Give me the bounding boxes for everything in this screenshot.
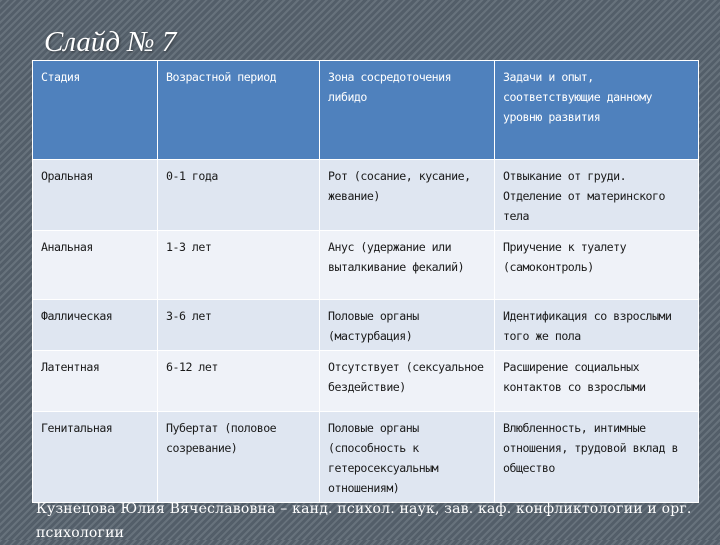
cell-tasks: Приучение к туалету (самоконтроль) <box>495 231 699 300</box>
table-row <box>33 231 699 300</box>
cell-stage: Генитальная <box>33 412 158 503</box>
table-header-row <box>33 61 699 160</box>
cell-tasks: Влюбленность, интимные отношения, трудовой вклад в общество <box>495 412 699 503</box>
cell-zone: Половые органы (способность к гетеросексуальным отношениям) <box>320 412 495 503</box>
cell-age: 3-6 лет <box>158 300 320 351</box>
cell-zone: Рот (сосание, кусание, жевание) <box>320 160 495 231</box>
cell-stage: Латентная <box>33 351 158 412</box>
slide-title: Слайд № 7 <box>44 26 177 58</box>
cell-zone: Отсутствует (сексуальное бездействие) <box>320 351 495 412</box>
table-row <box>33 300 699 351</box>
cell-tasks: Отвыкание от груди. Отделение от материнского тела <box>495 160 699 231</box>
table-row <box>33 160 699 231</box>
cell-tasks: Расширение социальных контактов со взрослыми <box>495 351 699 412</box>
cell-age: 0-1 года <box>158 160 320 231</box>
cell-age: 1-3 лет <box>158 231 320 300</box>
cell-zone: Половые органы (мастурбация) <box>320 300 495 351</box>
header-tasks-experience: Задачи и опыт, соответствующие данному уровню развития <box>495 61 699 160</box>
header-libido-zone: Зона сосредоточения либидо <box>320 61 495 160</box>
cell-stage: Фаллическая <box>33 300 158 351</box>
cell-zone: Анус (удержание или выталкивание фекалий) <box>320 231 495 300</box>
table-row <box>33 351 699 412</box>
author-footer: Кузнецова Юлия Вячеславовна – канд. психол. наук, зав. каф. конфликтологии и орг. психологии <box>36 501 692 541</box>
cell-tasks: Идентификация со взрослыми того же пола <box>495 300 699 351</box>
cell-stage: Анальная <box>33 231 158 300</box>
stages-table-container <box>32 60 698 503</box>
table-row <box>33 412 699 503</box>
header-stage: Стадия <box>33 61 158 160</box>
cell-age: 6-12 лет <box>158 351 320 412</box>
cell-age: Пубертат (половое созревание) <box>158 412 320 503</box>
header-age-period: Возрастной период <box>158 61 320 160</box>
cell-stage: Оральная <box>33 160 158 231</box>
psychosexual-stages-table <box>32 60 699 503</box>
